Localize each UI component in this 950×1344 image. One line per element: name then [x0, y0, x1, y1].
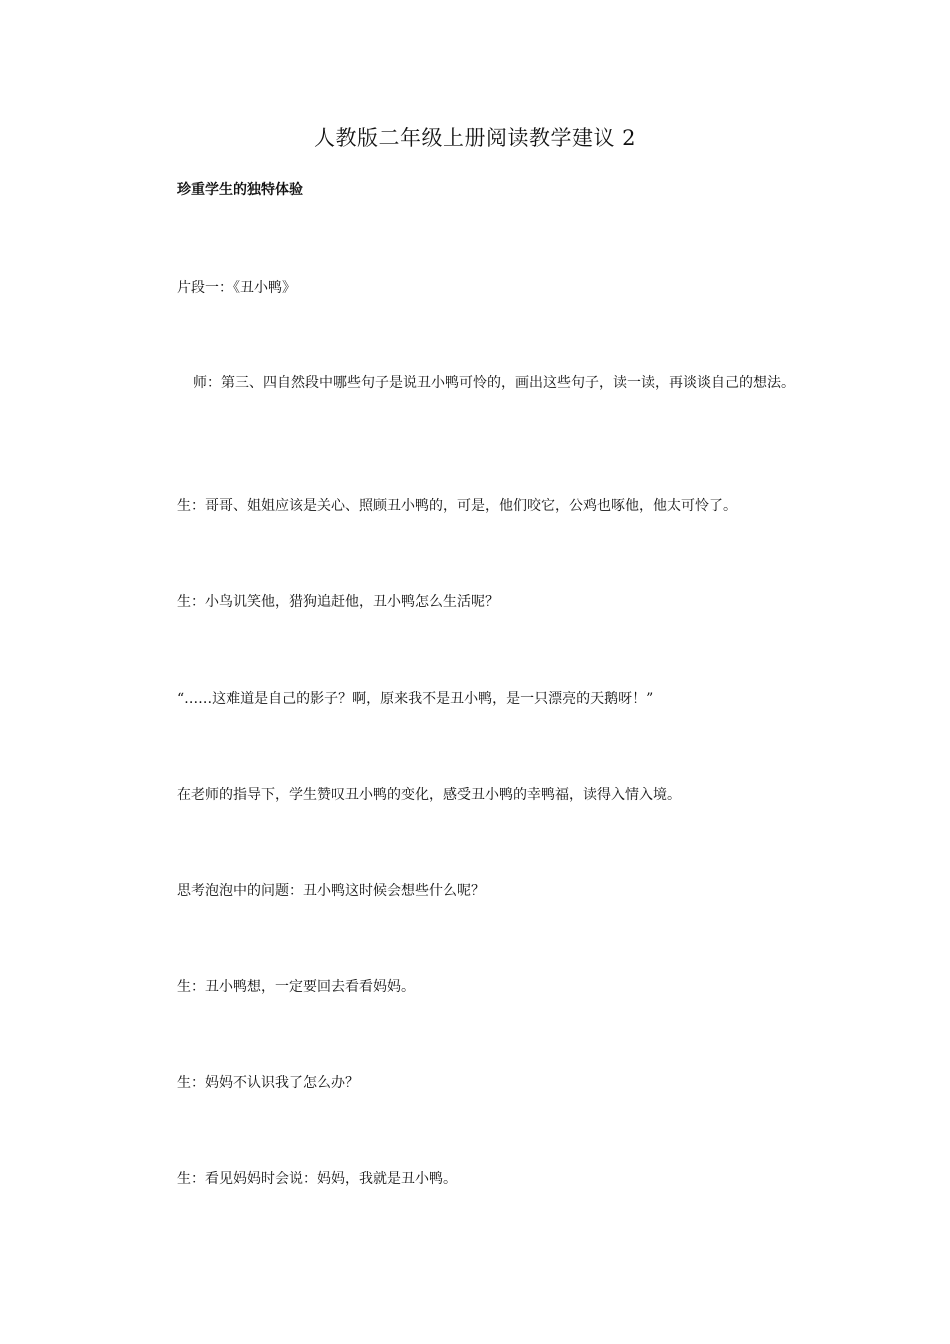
paragraph-segment-label: 片段一：《丑小鸭》: [177, 280, 296, 296]
paragraph-quote: “……这难道是自己的影子？啊，原来我不是丑小鸭，是一只漂亮的天鹅呀！”: [177, 691, 654, 707]
document-title: 人教版二年级上册阅读教学建议 2: [313, 126, 637, 150]
paragraph-student-answer: 生：妈妈不认识我了怎么办？: [177, 1075, 359, 1091]
paragraph-narration: 在老师的指导下，学生赞叹丑小鸭的变化，感受丑小鸭的幸鸭福，读得入情入境。: [177, 787, 681, 803]
paragraph-student-answer: 生：丑小鸭想，一定要回去看看妈妈。: [177, 979, 415, 995]
paragraph-student-answer: 生：看见妈妈时会说：妈妈，我就是丑小鸭。: [177, 1171, 457, 1187]
paragraph-student-answer: 生：哥哥、姐姐应该是关心、照顾丑小鸭的，可是，他们咬它，公鸡也啄他，他太可怜了。: [177, 498, 737, 514]
paragraph-student-answer: 生：小鸟讥笑他，猎狗追赶他，丑小鸭怎么生活呢？: [177, 594, 499, 610]
section-heading: 珍重学生的独特体验: [177, 182, 303, 198]
paragraph-question: 思考泡泡中的问题：丑小鸭这时候会想些什么呢？: [177, 883, 485, 899]
paragraph-teacher-question: 师：第三、四自然段中哪些句子是说丑小鸭可怜的，画出这些句子，读一读，再谈谈自己的想法。: [193, 375, 795, 391]
